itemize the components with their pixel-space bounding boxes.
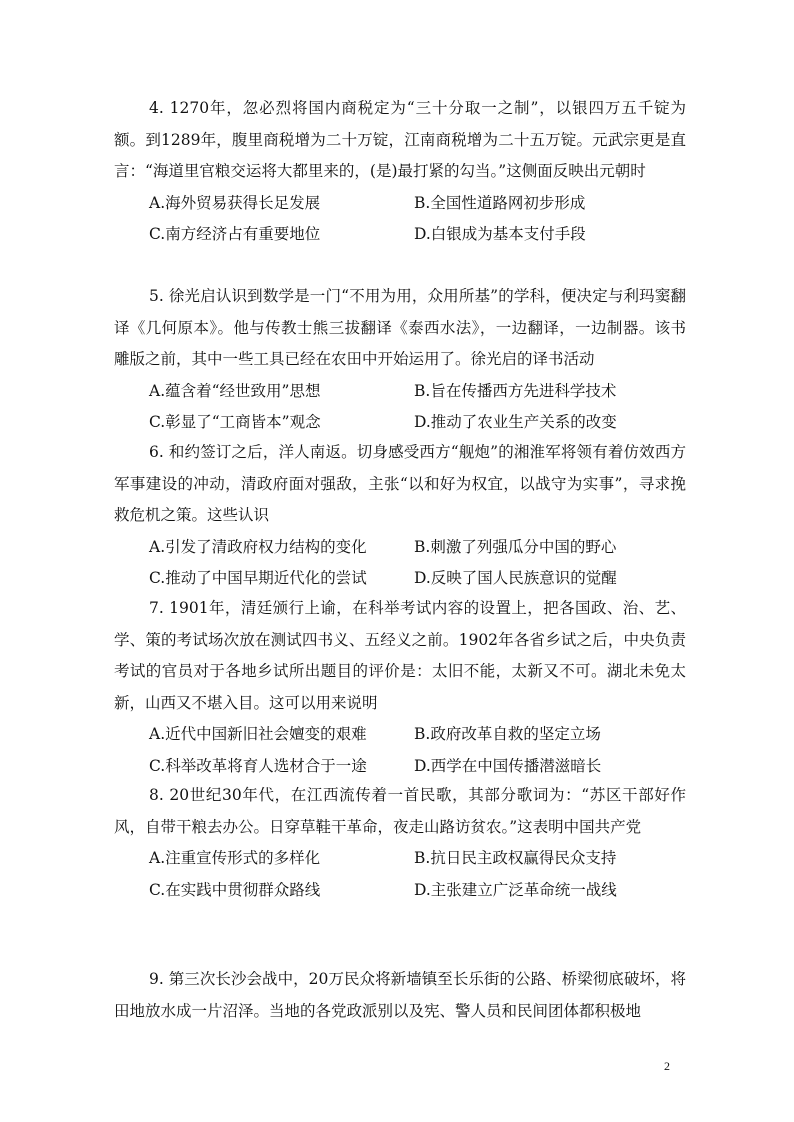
option-b[interactable]: B.政府改革自救的坚定立场	[414, 725, 601, 743]
option-c[interactable]: C.彰显了“工商皆本”观念	[149, 413, 321, 431]
question-8	[114, 780, 686, 906]
option-group	[114, 532, 686, 595]
option-b[interactable]: B.刺激了列强瓜分中国的野心	[414, 537, 617, 556]
option-d[interactable]: D.主张建立广泛革命统一战线	[414, 880, 617, 899]
question-stem: 7. 1901年，清廷颁行上谕，在科举考试内容的设置上，把各国政、治、艺、学、策的考试场次放在测试四书义、五经义之前。1902年各省乡试之后，中央负责考试的官员对于各地乡试所出题目的评价是：太旧不能，太新又不可。湖北未免太新，山西又不堪入目。这可以用来说明	[114, 599, 686, 712]
option-a[interactable]: A.近代中国新旧社会嬗变的艰难	[149, 725, 367, 743]
option-a[interactable]: A.注重宣传形式的多样化	[149, 849, 321, 867]
question-stem: 6. 和约签订之后，洋人南返。切身感受西方“舰炮”的湘淮军将领有着仿效西方军事建设的冲动，清政府面对强敌，主张“以和好为权宜，以战守为实事”，寻求挽救危机之策。这些认识	[114, 443, 686, 524]
option-d[interactable]: D.西学在中国传播潜滋暗长	[414, 756, 602, 775]
option-c[interactable]: C.科举改革将育人选材合于一途	[149, 756, 367, 775]
question-stem: 5. 徐光启认识到数学是一门“不用为用，众用所基”的学科，便决定与利玛窦翻译《几何原本》。他与传教士熊三拔翻译《泰西水法》，一边翻译，一边制器。该书雕版之前，其中一些工具已经在农田中开始运用了。徐光启的译书活动	[114, 287, 686, 368]
option-b[interactable]: B.抗日民主政权赢得民众支持	[414, 849, 617, 867]
question-9	[114, 964, 686, 1027]
option-d[interactable]: D.反映了国人民族意识的觉醒	[414, 569, 617, 587]
option-a[interactable]: A.海外贸易获得长足发展	[149, 193, 321, 212]
option-c[interactable]: C.南方经济占有重要地位	[149, 225, 321, 243]
question-5	[114, 281, 686, 439]
option-c[interactable]: C.推动了中国早期近代化的尝试	[149, 569, 367, 587]
option-group	[114, 188, 686, 251]
option-a[interactable]: A.蕴含着“经世致用”思想	[149, 381, 321, 400]
option-group	[114, 376, 686, 439]
question-stem: 8. 20世纪30年代，在江西流传着一首民歌，其部分歌词为：“苏区干部好作风，自带干粮去办公。日穿草鞋干革命，夜走山路访贫农。”这表明中国共产党	[114, 786, 686, 836]
option-c[interactable]: C.在实践中贯彻群众路线	[149, 880, 321, 899]
option-group	[114, 843, 686, 906]
option-group	[114, 719, 686, 782]
question-7	[114, 593, 686, 782]
question-stem: 9. 第三次长沙会战中，20万民众将新墙镇至长乐街的公路、桥梁彻底破坏，将田地放水成一片沼泽。当地的各党政派别以及宪、警人员和民间团体都积极地	[114, 970, 686, 1020]
question-6	[114, 437, 686, 595]
page-number: 2	[664, 1059, 670, 1073]
option-d[interactable]: D.推动了农业生产关系的改变	[414, 413, 617, 431]
question-4	[114, 93, 686, 251]
option-d[interactable]: D.白银成为基本支付手段	[414, 225, 586, 243]
option-b[interactable]: B.全国性道路网初步形成	[414, 193, 586, 212]
option-b[interactable]: B.旨在传播西方先进科学技术	[414, 381, 617, 400]
question-stem: 4. 1270年，忽必烈将国内商税定为“三十分取一之制”，以银四万五千锭为额。到1289年，腹里商税增为二十万锭，江南商税增为二十五万锭。元武宗更是直言：“海道里官粮交运将大都里来的，(是)最打紧的勾当。”这侧面反映出元朝时	[114, 99, 686, 180]
option-a[interactable]: A.引发了清政府权力结构的变化	[149, 537, 367, 556]
